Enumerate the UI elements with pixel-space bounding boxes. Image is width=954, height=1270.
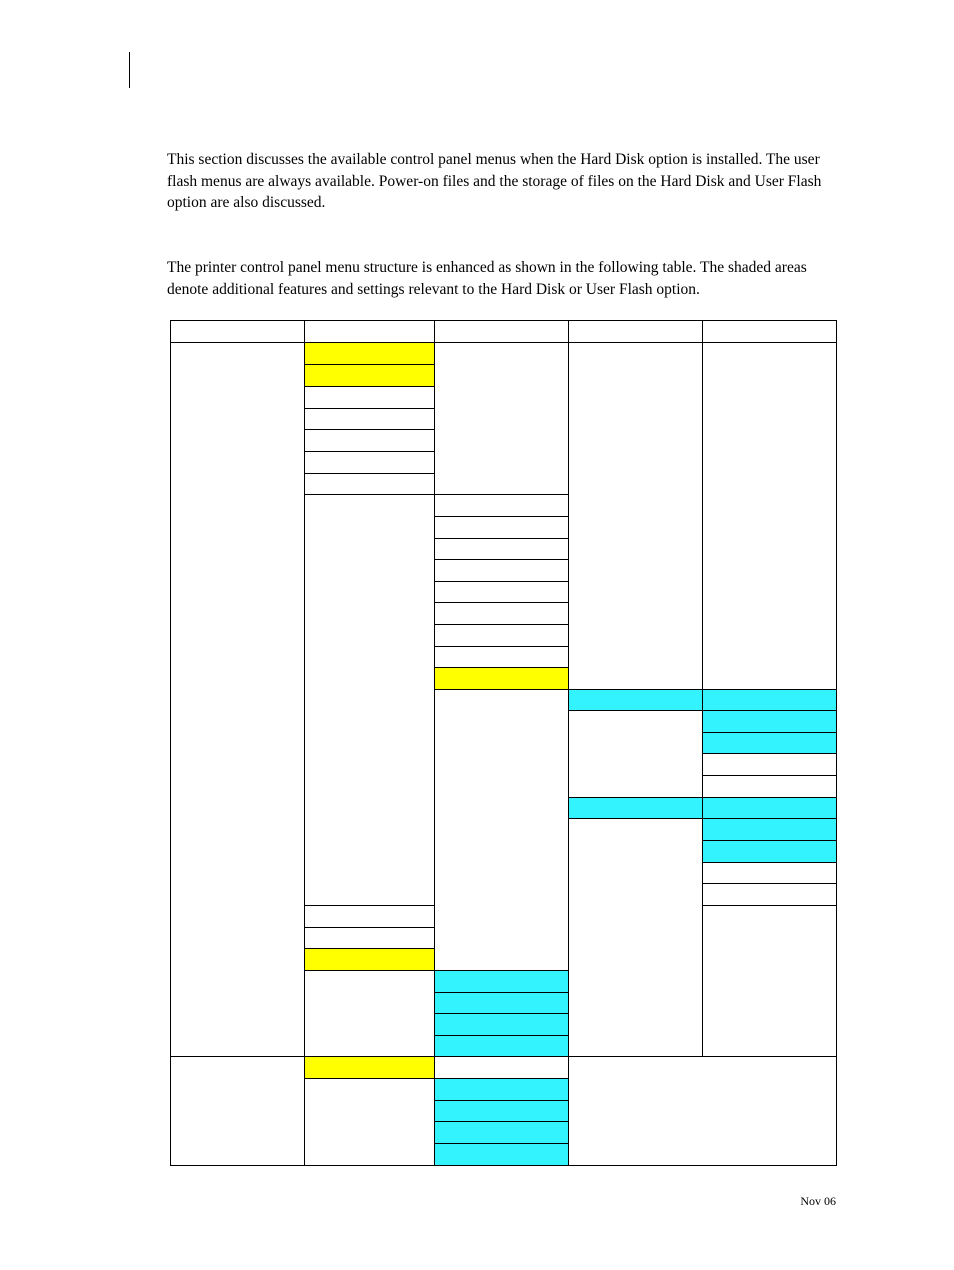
table-cell [170,320,305,343]
table-cell [170,1056,305,1166]
table-cell-highlighted [304,948,435,971]
table-cell [434,494,569,517]
menu-structure-paragraph: The printer control panel menu structure is enhanced as shown in the following table. The shaded areas denote additional features and settings relevant to the Hard Disk or User Flash option. [167,259,807,298]
table-cell [434,646,569,669]
table-cell-highlighted [702,818,837,841]
table-cell [702,320,837,343]
table-cell-highlighted [434,1013,569,1036]
table-cell-highlighted [568,797,703,819]
table-cell [434,624,569,647]
table-cell [304,320,435,343]
table-cell [304,1078,435,1166]
table-cell [568,710,703,798]
table-cell [568,320,703,343]
table-cell-highlighted [434,992,569,1015]
table-cell [702,753,837,776]
table-cell [568,818,703,1057]
table-cell [304,494,435,906]
table-cell [434,538,569,561]
table-cell [304,429,435,452]
table-cell [702,342,837,690]
table-cell-highlighted [434,1100,569,1123]
table-cell-highlighted [434,1121,569,1144]
footer-date: Nov 06 [800,1194,836,1208]
table-cell [434,1056,569,1079]
table-cell-highlighted [434,667,569,690]
table-cell-highlighted [434,1078,569,1101]
table-cell [434,581,569,604]
table-cell [702,883,837,906]
table-cell [568,1056,837,1166]
table-cell-highlighted [304,342,435,365]
table-cell-highlighted [568,689,703,711]
table-cell [304,451,435,474]
intro-paragraph: This section discusses the available control panel menus when the Hard Disk option is installed. The user flash menus are always available. Power-on files and the storage of files on the Hard Disk and User Flash option are also discussed. [167,151,822,211]
table-cell [434,689,569,971]
table-cell [304,905,435,928]
table-cell [702,775,837,798]
table-cell [434,559,569,582]
table-cell [170,342,305,1057]
table-cell [304,970,435,1057]
table-cell [434,342,569,495]
table-cell-highlighted [434,970,569,993]
table-cell [304,408,435,431]
table-cell [434,320,569,343]
table-cell [434,602,569,625]
table-cell [304,473,435,496]
table-cell [434,516,569,539]
table-cell [702,862,837,884]
table-cell [304,386,435,409]
table-cell-highlighted [304,1056,435,1079]
table-cell-highlighted [702,710,837,733]
table-cell-highlighted [304,364,435,387]
table-cell [702,905,837,1057]
table-cell-highlighted [702,840,837,863]
table-cell-highlighted [702,732,837,754]
change-bar [129,52,130,88]
table-cell-highlighted [702,689,837,711]
table-cell-highlighted [434,1143,569,1166]
table-cell-highlighted [434,1035,569,1057]
table-cell-highlighted [702,797,837,819]
table-cell [304,927,435,950]
table-cell [568,342,703,690]
